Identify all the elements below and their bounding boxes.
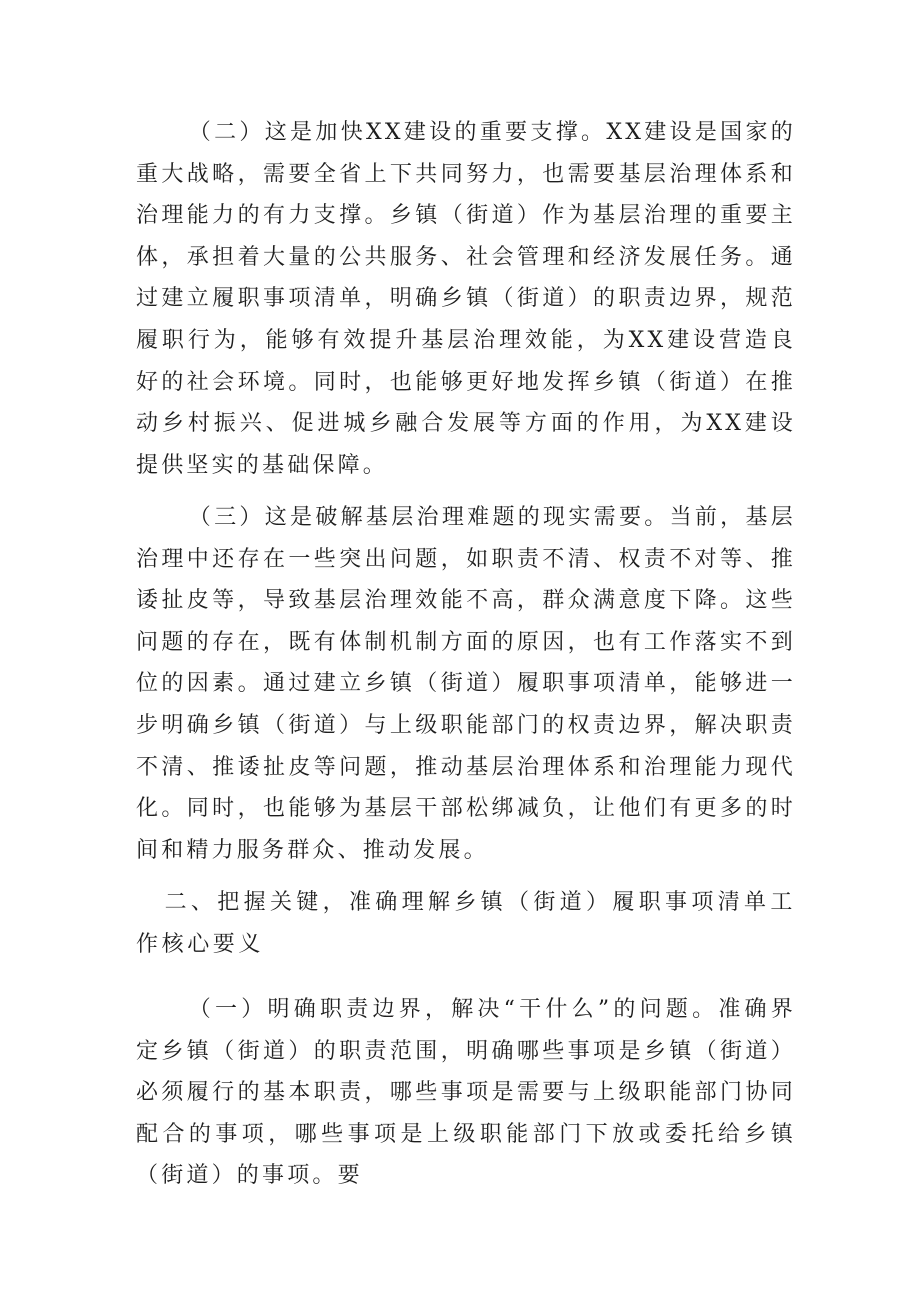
paragraph-section-1-3: （三）这是破解基层治理难题的现实需要。当前，基层治理中还存在一些突出问题，如职责不清、权责不对等、推诿扯皮等，导致基层治理效能不高，群众满意度下降。这些问题的存在，既有体制机制方面的原因，也有工作落实不到位的因素。通过建立乡镇（街道）履职事项清单，能够进一步明确乡镇（街道）与上级职能部门的权责边界，解决职责不清、推诿扯皮等问题，推动基层治理体系和治理能力现代化。同时，也能够为基层干部松绑减负，让他们有更多的时间和精力服务群众、推动发展。 [136, 505, 796, 863]
section-heading-2: 二、把握关键，准确理解乡镇（街道）履职事项清单工作核心要义 [136, 890, 796, 957]
paragraph-section-1-2: （二）这是加快XX建设的重要支撑。XX建设是国家的重大战略，需要全省上下共同努力，也需要基层治理体系和治理能力的有力支撑。乡镇（街道）作为基层治理的重要主体，承担着大量的公共服务、社会管理和经济发展任务。通过建立履职事项清单，明确乡镇（街道）的职责边界，规范履职行为，能够有效提升基层治理效能，为XX建设营造良好的社会环境。同时，也能够更好地发挥乡镇（街道）在推动乡村振兴、促进城乡融合发展等方面的作用，为XX建设提供坚实的基础保障。 [136, 120, 796, 478]
paragraph-section-2-1: （一）明确职责边界，解决“干什么”的问题。准确界定乡镇（街道）的职责范围，明确哪些事项是乡镇（街道）必须履行的基本职责，哪些事项是需要与上级职能部门协同配合的事项，哪些事项是上级职能部门下放或委托给乡镇（街道）的事项。要 [136, 997, 796, 1189]
